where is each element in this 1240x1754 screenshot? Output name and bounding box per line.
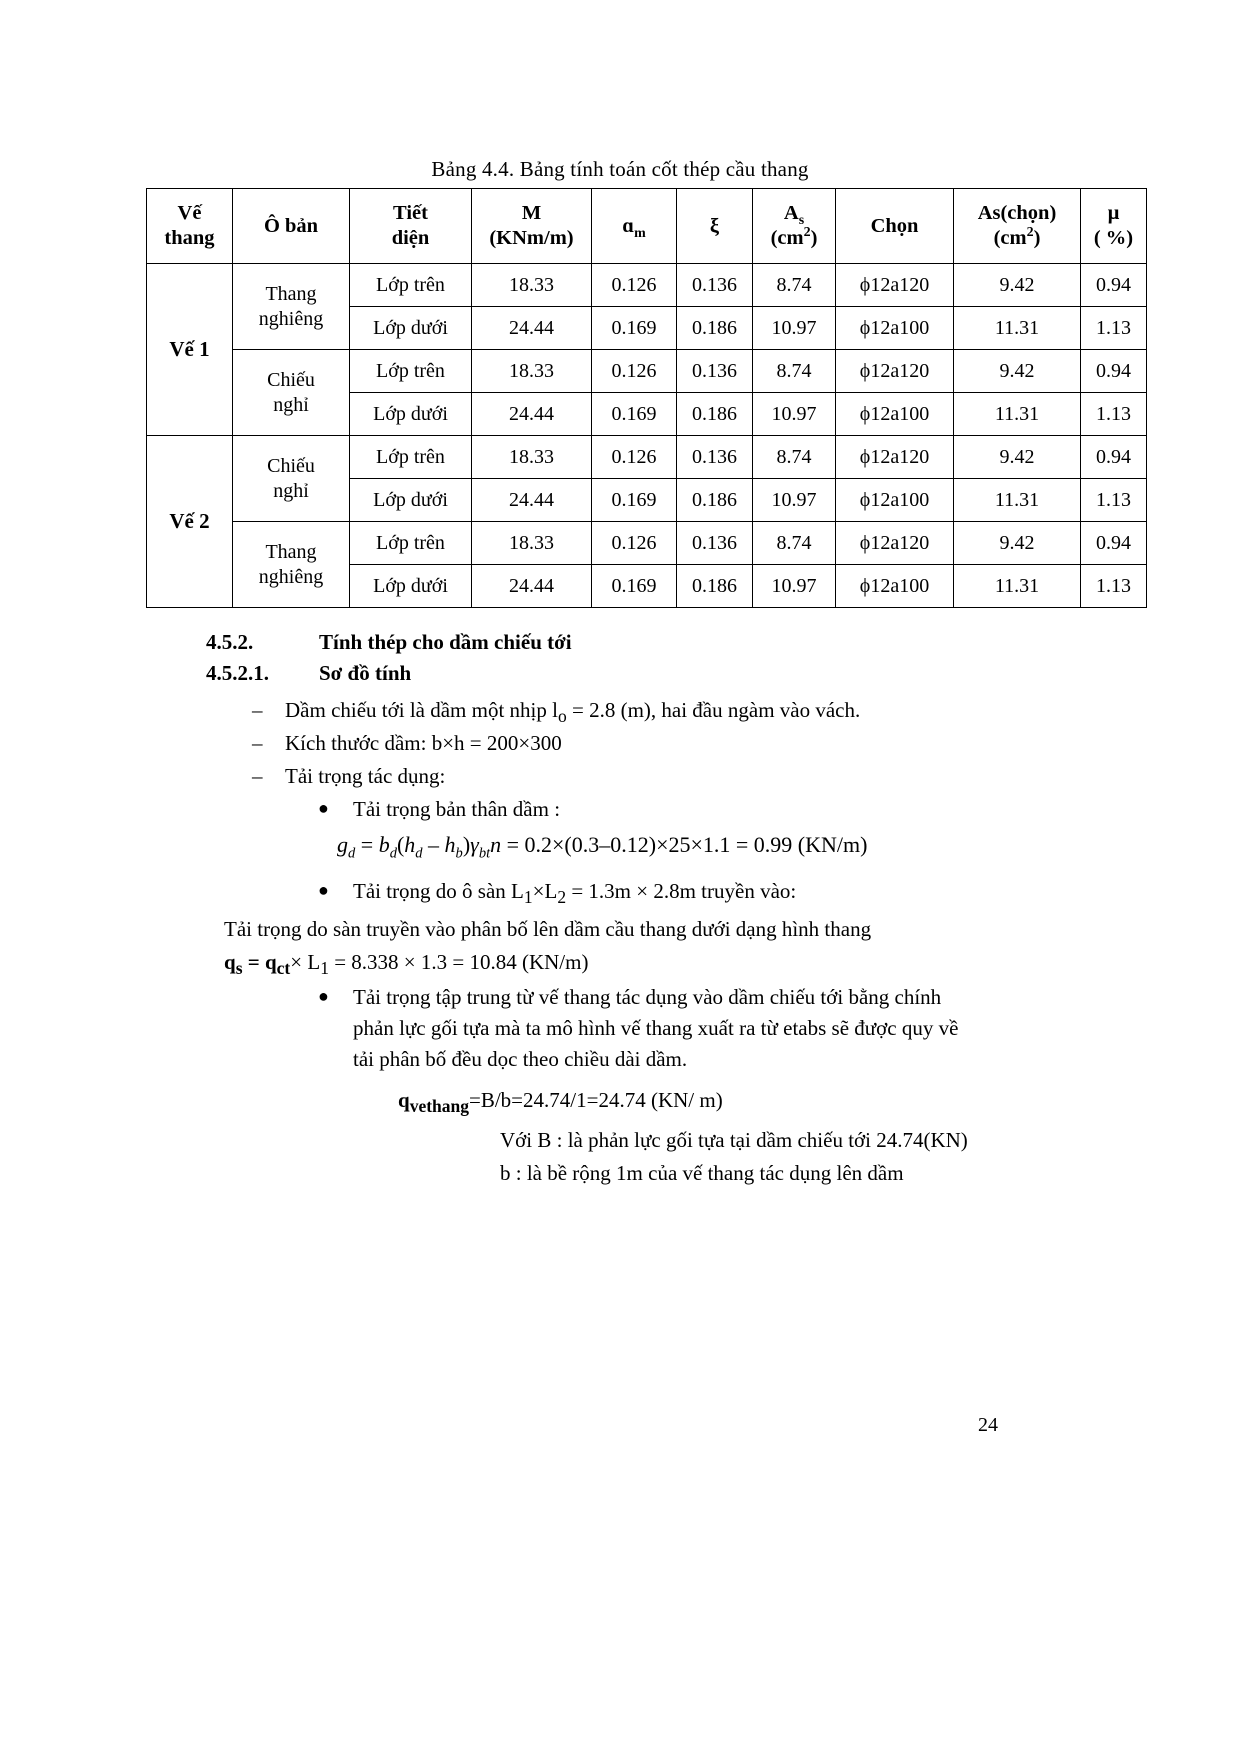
cell-tiet-dien: Lớp dưới (350, 565, 472, 608)
cell-as: 8.74 (753, 436, 836, 479)
cell-alpha-m: 0.169 (592, 479, 677, 522)
cell-as-chon: 9.42 (954, 264, 1081, 307)
panel-label-line2: nghỉ (273, 479, 309, 502)
panel-label-line1: Thang (265, 283, 317, 306)
cell-xi: 0.136 (677, 522, 753, 565)
cell-as: 8.74 (753, 264, 836, 307)
page-number: 24 (978, 1414, 998, 1436)
header-o-ban: Ô bản (233, 189, 350, 264)
cell-xi: 0.186 (677, 307, 753, 350)
bullet-list-item-3-line3: tải phân bố đều dọc theo chiều dài dầm. (353, 1047, 688, 1071)
cell-as-chon: 9.42 (954, 522, 1081, 565)
table-row (147, 350, 1147, 393)
table-body (147, 264, 1147, 608)
cell-mu: 0.94 (1081, 350, 1147, 393)
paragraph-qs: $q_s = q_{ct}\times L_1 = 8.338 \times 1.3 = 10.84$ (KN/m) (224, 950, 589, 979)
header-mu-symbol: µ (1107, 202, 1120, 224)
header-moment-symbol: M (521, 202, 542, 224)
bullet-list-item-1-text: Tải trọng bản thân dầm : (353, 797, 561, 821)
header-as-unit: $(cm^2)$ (770, 225, 818, 249)
table-row (147, 522, 1147, 565)
dash-list-item-1 (252, 698, 861, 727)
cell-moment: 18.33 (472, 522, 592, 565)
cell-tiet-dien: Lớp trên (350, 436, 472, 479)
table-row (147, 264, 1147, 307)
cell-alpha-m: 0.126 (592, 436, 677, 479)
cell-moment: 18.33 (472, 350, 592, 393)
panel-label-line2: nghiêng (258, 307, 324, 330)
cell-tiet-dien: Lớp trên (350, 350, 472, 393)
cell-as-chon: 9.42 (954, 350, 1081, 393)
cell-chon: ϕ12a120 (836, 350, 954, 393)
cell-xi: 0.136 (677, 436, 753, 479)
header-xi: ξ (677, 189, 753, 264)
header-chon: Chọn (836, 189, 954, 264)
header-as-chon-symbol: As(chọn) (977, 202, 1057, 224)
cell-xi: 0.136 (677, 264, 753, 307)
cell-alpha-m: 0.126 (592, 522, 677, 565)
dash-marker-icon: – (252, 764, 263, 788)
cell-chon: ϕ12a120 (836, 264, 954, 307)
cell-mu: 1.13 (1081, 479, 1147, 522)
paragraph-q-vethang: $q_{vethang}=B/b=24.74/1=24.74$ (KN/ m) (398, 1088, 723, 1117)
cell-xi: 0.186 (677, 393, 753, 436)
cell-chon: ϕ12a100 (836, 479, 954, 522)
section-heading-452 (206, 630, 572, 655)
cell-moment: 18.33 (472, 264, 592, 307)
cell-tiet-dien: Lớp dưới (350, 479, 472, 522)
cell-mu: 0.94 (1081, 522, 1147, 565)
section-number-4521: 4.5.2.1. (206, 661, 269, 685)
header-alpha-m: ɑ$_m$ (592, 189, 677, 264)
header-moment-unit: (KNm/m) (489, 227, 574, 249)
cell-mu: 1.13 (1081, 393, 1147, 436)
cell-as: 10.97 (753, 393, 836, 436)
section-title-4521: Sơ đồ tính (319, 661, 412, 685)
bullet-list-item-2-text: Tải trọng do ô sàn $L_1\times L_2 = 1.3m \times 2.8m$ truyền vào: (353, 879, 797, 908)
cell-alpha-m: 0.169 (592, 565, 677, 608)
bullet-list-item-1 (318, 797, 561, 822)
table-caption: Bảng 4.4. Bảng tính toán cốt thép cầu thang (431, 157, 809, 181)
cell-alpha-m: 0.126 (592, 350, 677, 393)
header-as-symbol: $A_s$ (783, 202, 805, 229)
cell-chon: ϕ12a100 (836, 307, 954, 350)
header-tiet-dien-line1: Tiết (393, 202, 428, 224)
section-title-452: Tính thép cho dầm chiếu tới (319, 630, 572, 654)
cell-moment: 24.44 (472, 307, 592, 350)
header-ve-thang (147, 189, 233, 264)
cell-moment: 24.44 (472, 479, 592, 522)
group-label-ve2: Vế 2 (147, 436, 233, 608)
cell-mu: 0.94 (1081, 264, 1147, 307)
dash-list-item-1-text: Dầm chiếu tới là dầm một nhịp $l_o = 2.8$ (m), hai đầu ngàm vào vách. (285, 698, 861, 727)
cell-as: 8.74 (753, 522, 836, 565)
section-number-452: 4.5.2. (206, 630, 254, 654)
panel-label-line1: Chiếu (267, 455, 315, 478)
cell-as-chon: 11.31 (954, 479, 1081, 522)
dash-list-item-2-text: Kích thước dầm: b×h = 200×300 (285, 731, 562, 755)
paragraph-slab-load: Tải trọng do sàn truyền vào phân bố lên dầm cầu thang dưới dạng hình thang (224, 917, 872, 941)
cell-tiet-dien: Lớp trên (350, 522, 472, 565)
cell-as: 8.74 (753, 350, 836, 393)
bullet-marker-icon: ● (318, 880, 329, 900)
header-as-chon (954, 189, 1081, 264)
cell-xi: 0.186 (677, 565, 753, 608)
cell-as: 10.97 (753, 565, 836, 608)
bullet-marker-icon: ● (318, 798, 329, 818)
header-ve-thang-line1: Vế (177, 202, 202, 224)
cell-moment: 24.44 (472, 565, 592, 608)
cell-tiet-dien: Lớp dưới (350, 393, 472, 436)
cell-alpha-m: 0.169 (592, 393, 677, 436)
cell-moment: 18.33 (472, 436, 592, 479)
dash-list-item-3-text: Tải trọng tác dụng: (285, 764, 446, 788)
formula-gd: $g_d = b_d(h_d - h_b)\gamma_{bt}n = 0.2\times(0.3-0.12)\times 25\times 1.1 = 0.99$ (KN/m) (337, 832, 868, 862)
header-as-chon-unit: $(cm^2)$ (993, 225, 1041, 249)
header-moment (472, 189, 592, 264)
cell-alpha-m: 0.169 (592, 307, 677, 350)
reinforcement-calculation-table (146, 188, 1147, 608)
cell-as-chon: 11.31 (954, 393, 1081, 436)
paragraph-voi-b: Với B : là phản lực gối tựa tại dầm chiếu tới 24.74(KN) (500, 1128, 968, 1152)
cell-xi: 0.136 (677, 350, 753, 393)
dash-marker-icon: – (252, 731, 263, 755)
table-header-row (147, 189, 1147, 264)
dash-list-item-2 (252, 731, 562, 756)
header-mu-unit: ( %) (1093, 227, 1134, 249)
cell-as: 10.97 (753, 479, 836, 522)
cell-alpha-m: 0.126 (592, 264, 677, 307)
section-heading-4521 (206, 661, 411, 686)
bullet-list-item-2 (318, 879, 797, 908)
bullet-list-item-3 (318, 985, 959, 1071)
header-mu (1081, 189, 1147, 264)
cell-mu: 1.13 (1081, 565, 1147, 608)
panel-label-line1: Chiếu (267, 369, 315, 392)
cell-mu: 1.13 (1081, 307, 1147, 350)
cell-moment: 24.44 (472, 393, 592, 436)
bullet-list-item-3-line2: phản lực gối tựa mà ta mô hình vế thang xuất ra từ etabs sẽ được quy về (353, 1016, 959, 1040)
cell-chon: ϕ12a100 (836, 393, 954, 436)
panel-label-ve1-thang-nghieng (233, 264, 350, 350)
cell-chon: ϕ12a100 (836, 565, 954, 608)
header-tiet-dien-line2: diện (391, 227, 430, 249)
bullet-list-item-3-line1: Tải trọng tập trung từ vế thang tác dụng vào dầm chiếu tới bằng chính (353, 985, 942, 1009)
dash-marker-icon: – (252, 698, 263, 722)
cell-as-chon: 9.42 (954, 436, 1081, 479)
cell-as: 10.97 (753, 307, 836, 350)
panel-label-line2: nghiêng (258, 565, 324, 588)
panel-label-line2: nghỉ (273, 393, 309, 416)
cell-chon: ϕ12a120 (836, 522, 954, 565)
cell-chon: ϕ12a120 (836, 436, 954, 479)
cell-as-chon: 11.31 (954, 307, 1081, 350)
header-as (753, 189, 836, 264)
panel-label-ve2-chieu-nghi (233, 436, 350, 522)
table-row (147, 436, 1147, 479)
cell-tiet-dien: Lớp dưới (350, 307, 472, 350)
panel-label-ve1-chieu-nghi (233, 350, 350, 436)
cell-as-chon: 11.31 (954, 565, 1081, 608)
cell-xi: 0.186 (677, 479, 753, 522)
header-ve-thang-line2: thang (164, 227, 215, 249)
group-label-ve1: Vế 1 (147, 264, 233, 436)
panel-label-line1: Thang (265, 541, 317, 564)
cell-tiet-dien: Lớp trên (350, 264, 472, 307)
paragraph-b-definition: b : là bề rộng 1m của vế thang tác dụng lên dầm (500, 1161, 904, 1185)
dash-list-item-3 (252, 764, 446, 789)
bullet-marker-icon: ● (318, 986, 329, 1006)
header-tiet-dien (350, 189, 472, 264)
cell-mu: 0.94 (1081, 436, 1147, 479)
panel-label-ve2-thang-nghieng (233, 522, 350, 608)
